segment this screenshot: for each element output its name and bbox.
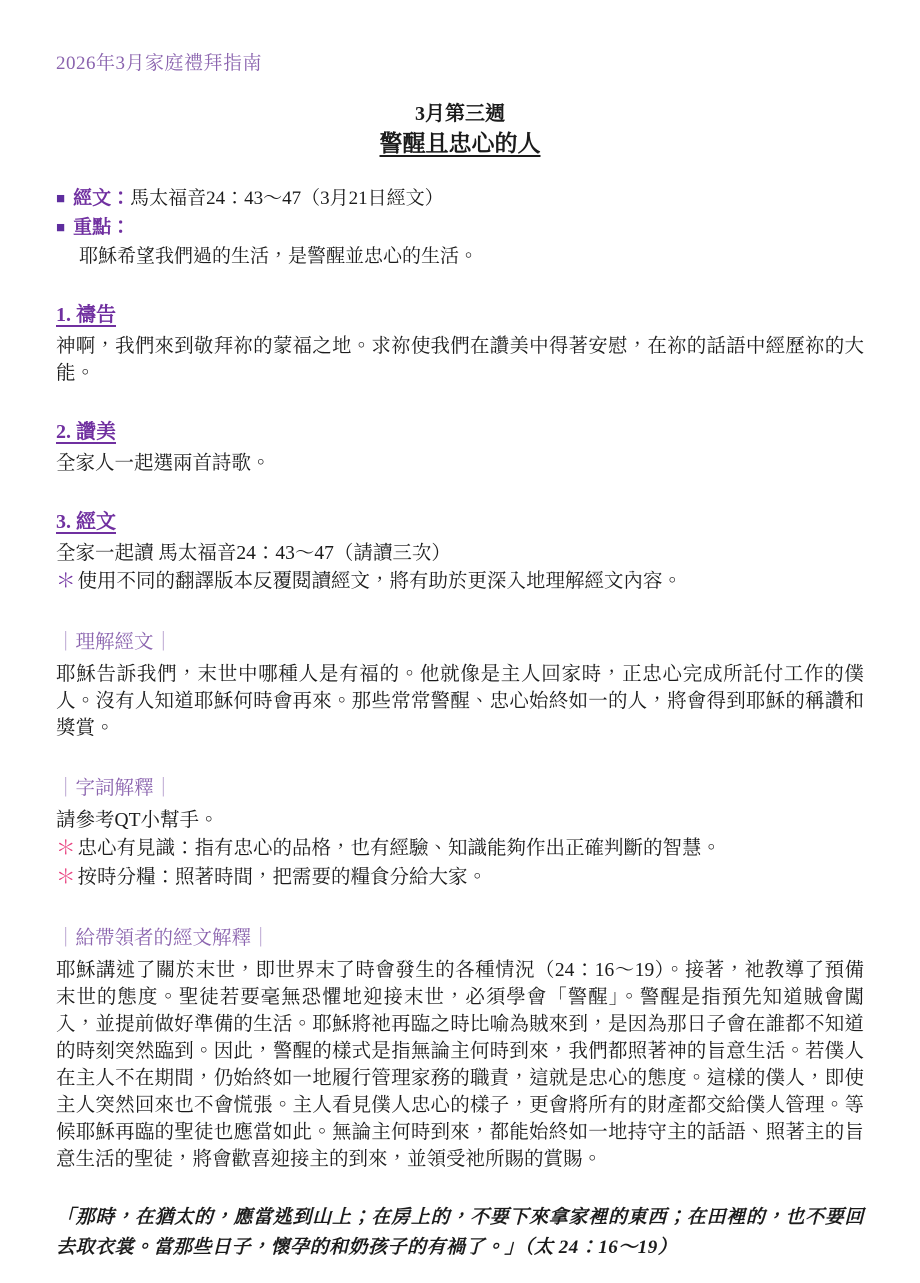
section-praise [56, 419, 864, 477]
glossary-item [56, 834, 864, 863]
section-prayer-body: 神啊，我們來到敬拜祢的蒙福之地。求祢使我們在讚美中得著安慰，在祢的話語中經歷祢的大能。 [56, 336, 864, 384]
understand-heading [56, 630, 864, 656]
glossary-item-text: 忠心有見識：指有忠心的品格，也有經驗、知識能夠作出正確判斷的智慧。 [77, 838, 722, 859]
section-prayer-heading: 1. 禱告 [56, 304, 116, 326]
leader-notes-heading-text: 給帶領者的經文解釋 [75, 928, 252, 949]
understand-body: 耶穌告訴我們，末世中哪種人是有福的。他就像是主人回家時，正忠心完成所託付工作的僕人。沒有人知道耶穌何時會再來。那些常常警醒、忠心始終如一的人，將會得到耶穌的稱讚和獎賞。 [56, 664, 864, 739]
title-block [56, 101, 864, 159]
point-text: 耶穌希望我們過的生活，是警醒並忠心的生活。 [79, 246, 479, 267]
section-scripture-heading: 3. 經文 [56, 511, 116, 533]
main-title: 警醒且忠心的人 [379, 131, 541, 156]
week-title: 3月第三週 [415, 103, 505, 125]
asterisk-icon: ＊ [56, 867, 76, 888]
glossary-heading-text: 字詞解釋 [75, 778, 154, 799]
square-bullet-icon: ■ [56, 220, 66, 236]
section-praise-body: 全家人一起選兩首詩歌。 [56, 453, 271, 474]
bar-left: ｜ [56, 632, 76, 653]
section-scripture [56, 509, 864, 596]
understand-heading-text: 理解經文 [75, 632, 154, 653]
bar-left: ｜ [56, 778, 76, 799]
glossary-item [56, 863, 864, 892]
square-bullet-icon: ■ [56, 191, 66, 207]
quote-reference: （太 24：16～19） [524, 1237, 678, 1258]
scripture-note-text: 使用不同的翻譯版本反覆閱讀經文，將有助於更深入地理解經文內容。 [77, 571, 683, 592]
scripture-label: 經文： [73, 188, 131, 209]
subsection-understand [56, 630, 864, 742]
section-scripture-body: 全家一起讀 馬太福音24：43～47（請讀三次） [56, 543, 451, 564]
scripture-value: 馬太福音24：43～47（3月21日經文） [130, 188, 444, 209]
point-label: 重點： [73, 217, 131, 238]
meta-block [56, 185, 864, 270]
section-prayer [56, 302, 864, 387]
asterisk-icon: ＊ [56, 571, 76, 592]
glossary-item-text: 按時分糧：照著時間，把需要的糧食分給大家。 [77, 867, 488, 888]
point-line [56, 214, 864, 243]
scripture-line [56, 185, 864, 214]
scripture-quote [56, 1203, 864, 1263]
glossary-intro: 請參考QT小幫手。 [56, 810, 219, 831]
bar-right: ｜ [251, 928, 271, 949]
leader-notes-body: 耶穌講述了關於末世，即世界末了時會發生的各種情況（24：16～19）。接著，祂教導了預備末世的態度。聖徒若要毫無恐懼地迎接末世，必須學會「警醒」。警醒是指預先知道賊會闖入，並提前做好準備的生活。耶穌將祂再臨之時比喻為賊來到，是因為那日子會在誰都不知道的時刻突然臨到。因此，警醒的樣式是指無論主何時到來，我們都照著神的旨意生活。若僕人在主人不在期間，仍始終如一地履行管理家務的職責，這就是忠心的態度。這樣的僕人，即使主人突然回來也不會慌張。主人看見僕人忠心的樣子，更會將所有的財產都交給僕人管理。等候耶穌再臨的聖徒也應當如此。無論主何時到來，都能始終如一地持守主的話語、照著主的旨意生活的聖徒，將會歡喜迎接主的到來，並領受祂所賜的賞賜。 [56, 960, 864, 1170]
section-praise-heading: 2. 讚美 [56, 421, 116, 443]
bar-left: ｜ [56, 928, 76, 949]
bar-right: ｜ [153, 778, 174, 799]
glossary-heading [56, 776, 864, 802]
bar-right: ｜ [153, 632, 174, 653]
scripture-note-line [56, 567, 864, 596]
asterisk-icon: ＊ [56, 838, 76, 859]
document-header: 2026年3月家庭禮拜指南 [56, 53, 263, 74]
subsection-glossary [56, 776, 864, 892]
quote-text: 「那時，在猶太的，應當逃到山上；在房上的，不要下來拿家裡的東西；在田裡的，也不要回去取衣裳。當那些日子，懷孕的和奶孩子的有禍了。」 [56, 1207, 864, 1258]
leader-notes-heading [56, 926, 864, 952]
subsection-leader-notes [56, 926, 864, 1173]
